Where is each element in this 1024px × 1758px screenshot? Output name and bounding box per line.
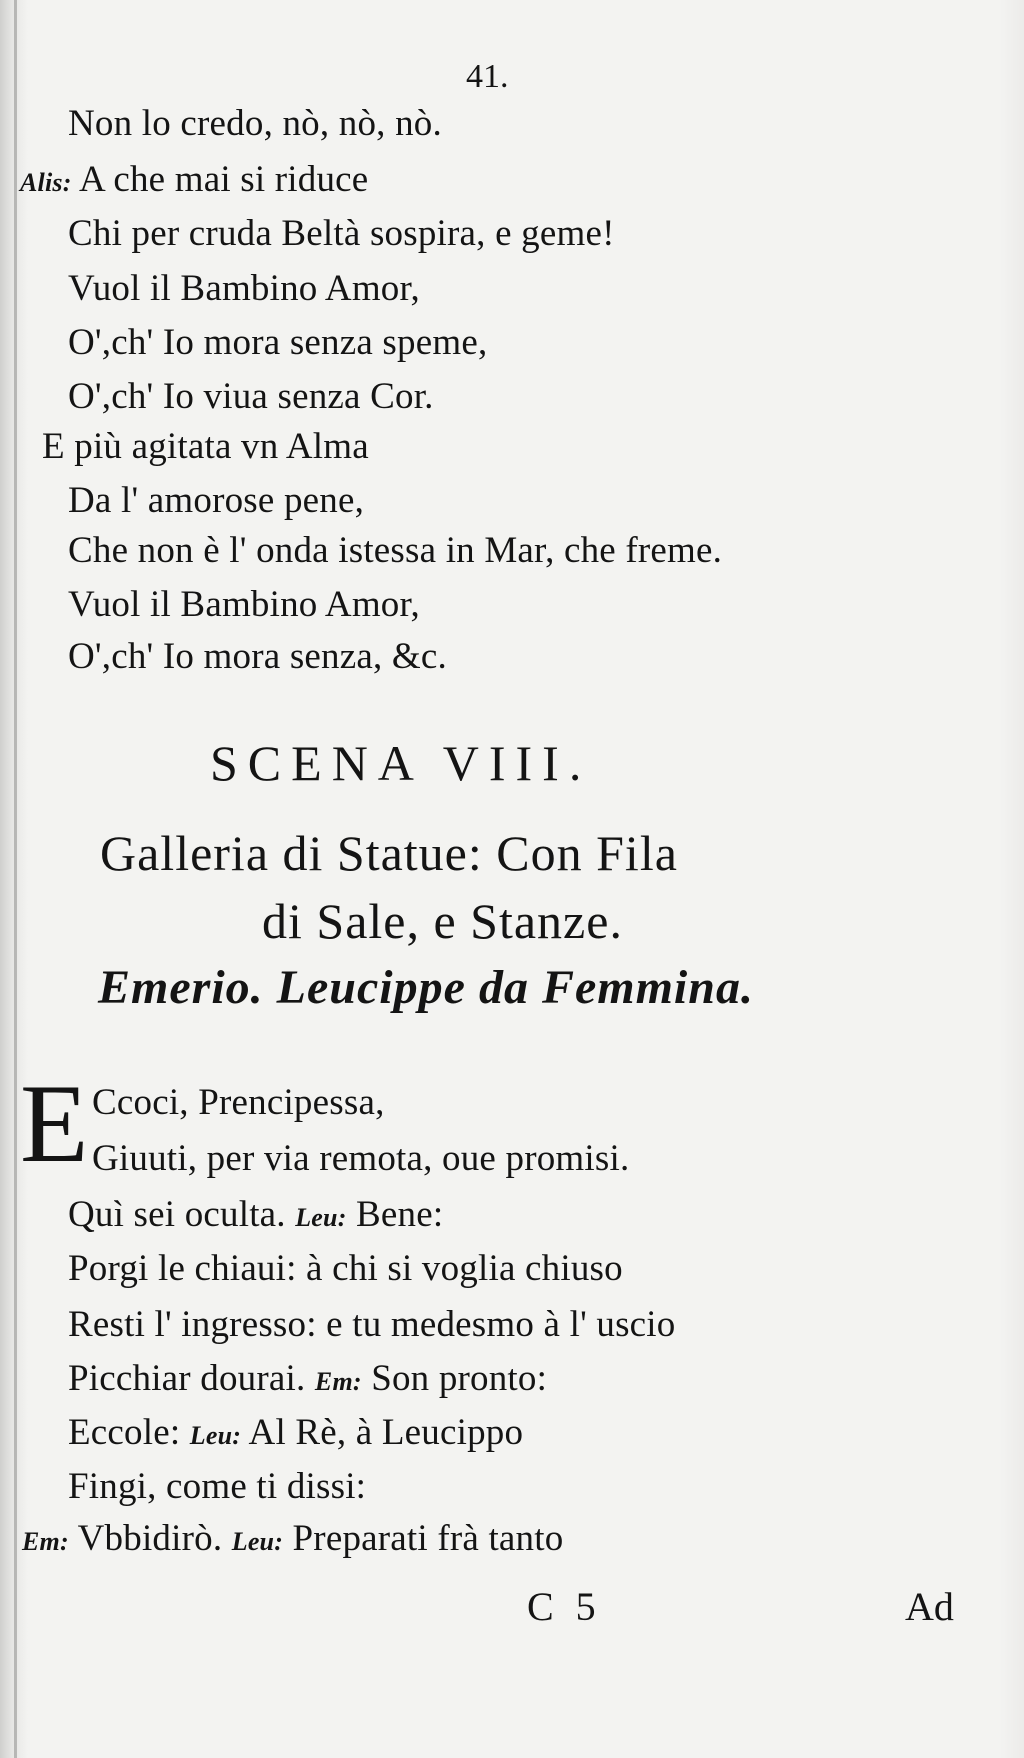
speaker-label: Leu:	[231, 1527, 284, 1556]
speaker-label: Leu:	[189, 1421, 242, 1450]
speaker-label: Em:	[22, 1527, 69, 1556]
scene-setting: Galleria di Statue: Con Fila	[100, 825, 678, 881]
dialogue-line: Ccoci, Prencipessa,	[92, 1082, 385, 1123]
verse-line: O',ch' Io mora senza, &c.	[68, 636, 447, 677]
page-number: 41.	[466, 58, 509, 95]
scene-characters: Emerio. Leucippe da Femmina.	[98, 961, 754, 1014]
verse-line: Chi per cruda Beltà sospira, e geme!	[68, 213, 615, 254]
dialogue-line: Fingi, come ti dissi:	[68, 1466, 367, 1507]
dialogue-line: Picchiar dourai. Em: Son pronto:	[68, 1358, 548, 1399]
dialogue-line: Em: Vbbidirò. Leu: Preparati frà tanto	[22, 1518, 564, 1559]
verse-line: O',ch' Io viua senza Cor.	[68, 376, 434, 417]
speaker-label: Leu:	[295, 1203, 347, 1232]
signature-mark: C 5	[527, 1584, 602, 1629]
verse-line: Alis: A che mai si riduce	[20, 159, 369, 200]
dialogue-line: Eccole: Leu: Al Rè, à Leucippo	[68, 1412, 524, 1453]
verse-line: Che non è l' onda istessa in Mar, che freme.	[68, 530, 723, 571]
dialogue-line: Porgi le chiaui: à chi si voglia chiuso	[68, 1248, 623, 1289]
verse-line: E più agitata vn Alma	[42, 426, 369, 467]
catchword: Ad	[905, 1584, 954, 1629]
scene-title: SCENA VIII.	[210, 735, 592, 791]
drop-cap: E	[20, 1062, 89, 1186]
verse-line: O',ch' Io mora senza speme,	[68, 322, 488, 363]
page-binding-edge	[14, 0, 17, 1758]
speaker-label: Alis:	[20, 168, 72, 197]
verse-line: Vuol il Bambino Amor,	[68, 268, 420, 309]
speaker-label: Em:	[314, 1367, 362, 1396]
scene-setting: di Sale, e Stanze.	[262, 893, 623, 949]
verse-line: Da l' amorose pene,	[68, 480, 365, 521]
verse-line: Vuol il Bambino Amor,	[68, 584, 420, 625]
verse-line: Non lo credo, nò, nò, nò.	[68, 103, 442, 144]
dialogue-line: Resti l' ingresso: e tu medesmo à l' uscio	[68, 1304, 676, 1345]
dialogue-line: Quì sei oculta. Leu: Bene:	[68, 1194, 444, 1235]
dialogue-line: Giuuti, per via remota, oue promisi.	[92, 1138, 630, 1179]
